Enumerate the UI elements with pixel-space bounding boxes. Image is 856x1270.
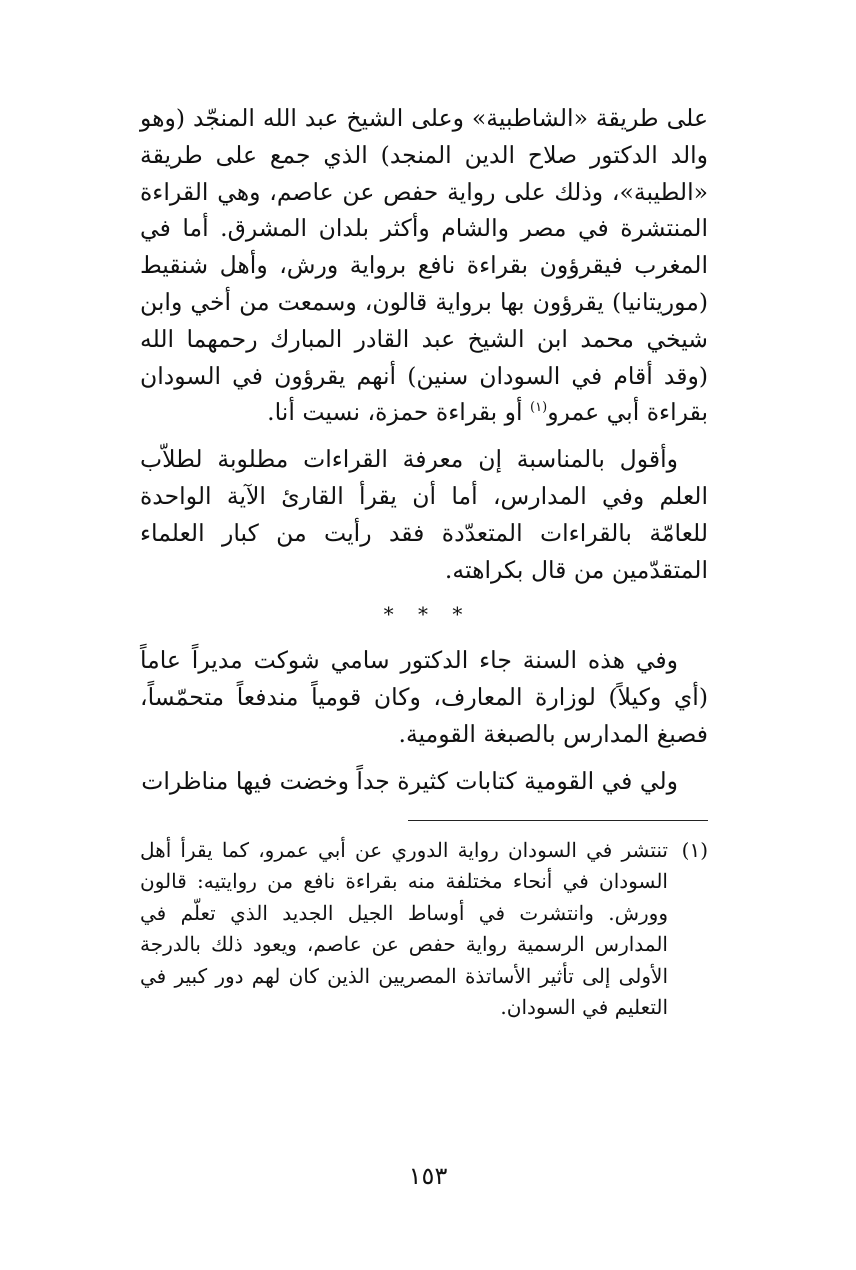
footnote-divider [408, 820, 708, 821]
page-number: ١٥٣ [408, 1162, 448, 1190]
paragraph-text: على طريقة «الشاطبية» وعلى الشيخ عبد الله المنجّد (وهو والد الدكتور صلاح الدين المنجد) الذي جمع على طريقة «الطيبة»، وذلك على رواية حفص عن عاصم، وهي القراءة المنتشرة في مصر والشام وأكثر بلدان المشرق. أما في المغرب فيقرؤون بقراءة نافع برواية ورش، وأهل شنقيط (موريتانيا) يقرؤون بها برواية قالون، وسمعت من أخي وابن شيخي محمد ابن الشيخ عبد القادر المبارك رحمهما الله (وقد أقام في السودان سنين) أنهم يقرؤون في السودان بقراءة أبي عمرو [140, 104, 708, 427]
paragraph-continuation [140, 100, 708, 431]
paragraph-sami-shawkat: وفي هذه السنة جاء الدكتور سامي شوكت مديراً عاماً (أي وكيلاً) لوزارة المعارف، وكان قومياً مندفعاً متحمّساً، فصبغ المدارس بالصبغة القومية. [140, 646, 708, 748]
footnote [140, 835, 708, 1024]
section-separator: * * * [383, 602, 465, 627]
paragraph-qiraat: وأقول بالمناسبة إن معرفة القراءات مطلوبة لطلاّب العلم وفي المدارس، أما أن يقرأ القارئ الآية الواحدة للعامّة بالقراءات المتعدّدة فقد رأيت من كبار العلماء المتقدّمين من قال بكراهته. [140, 445, 708, 584]
paragraph-text-tail: أو بقراءة حمزة، نسيت أنا. [267, 398, 531, 427]
footnote-reference[interactable]: (١) [530, 400, 548, 416]
paragraph-nationalism: ولي في القومية كتابات كثيرة جداً وخضت فيها مناظرات [141, 766, 678, 795]
book-page [140, 100, 708, 1024]
footnote-marker: (١) [681, 837, 708, 862]
footnote-text: تنتشر في السودان رواية الدوري عن أبي عمرو، كما يقرأ أهل السودان في أنحاء مختلفة منه بقراءة نافع من روايتيه: قالون وورش. وانتشرت في أوساط الجيل الجديد الذي تعلّم في المدارس الرسمية رواية حفص عن عاصم، ويعود ذلك بالدرجة الأولى إلى تأثير الأساتذة المصريين الذين كان لهم دور كبير في التعليم في السودان. [140, 837, 668, 1020]
